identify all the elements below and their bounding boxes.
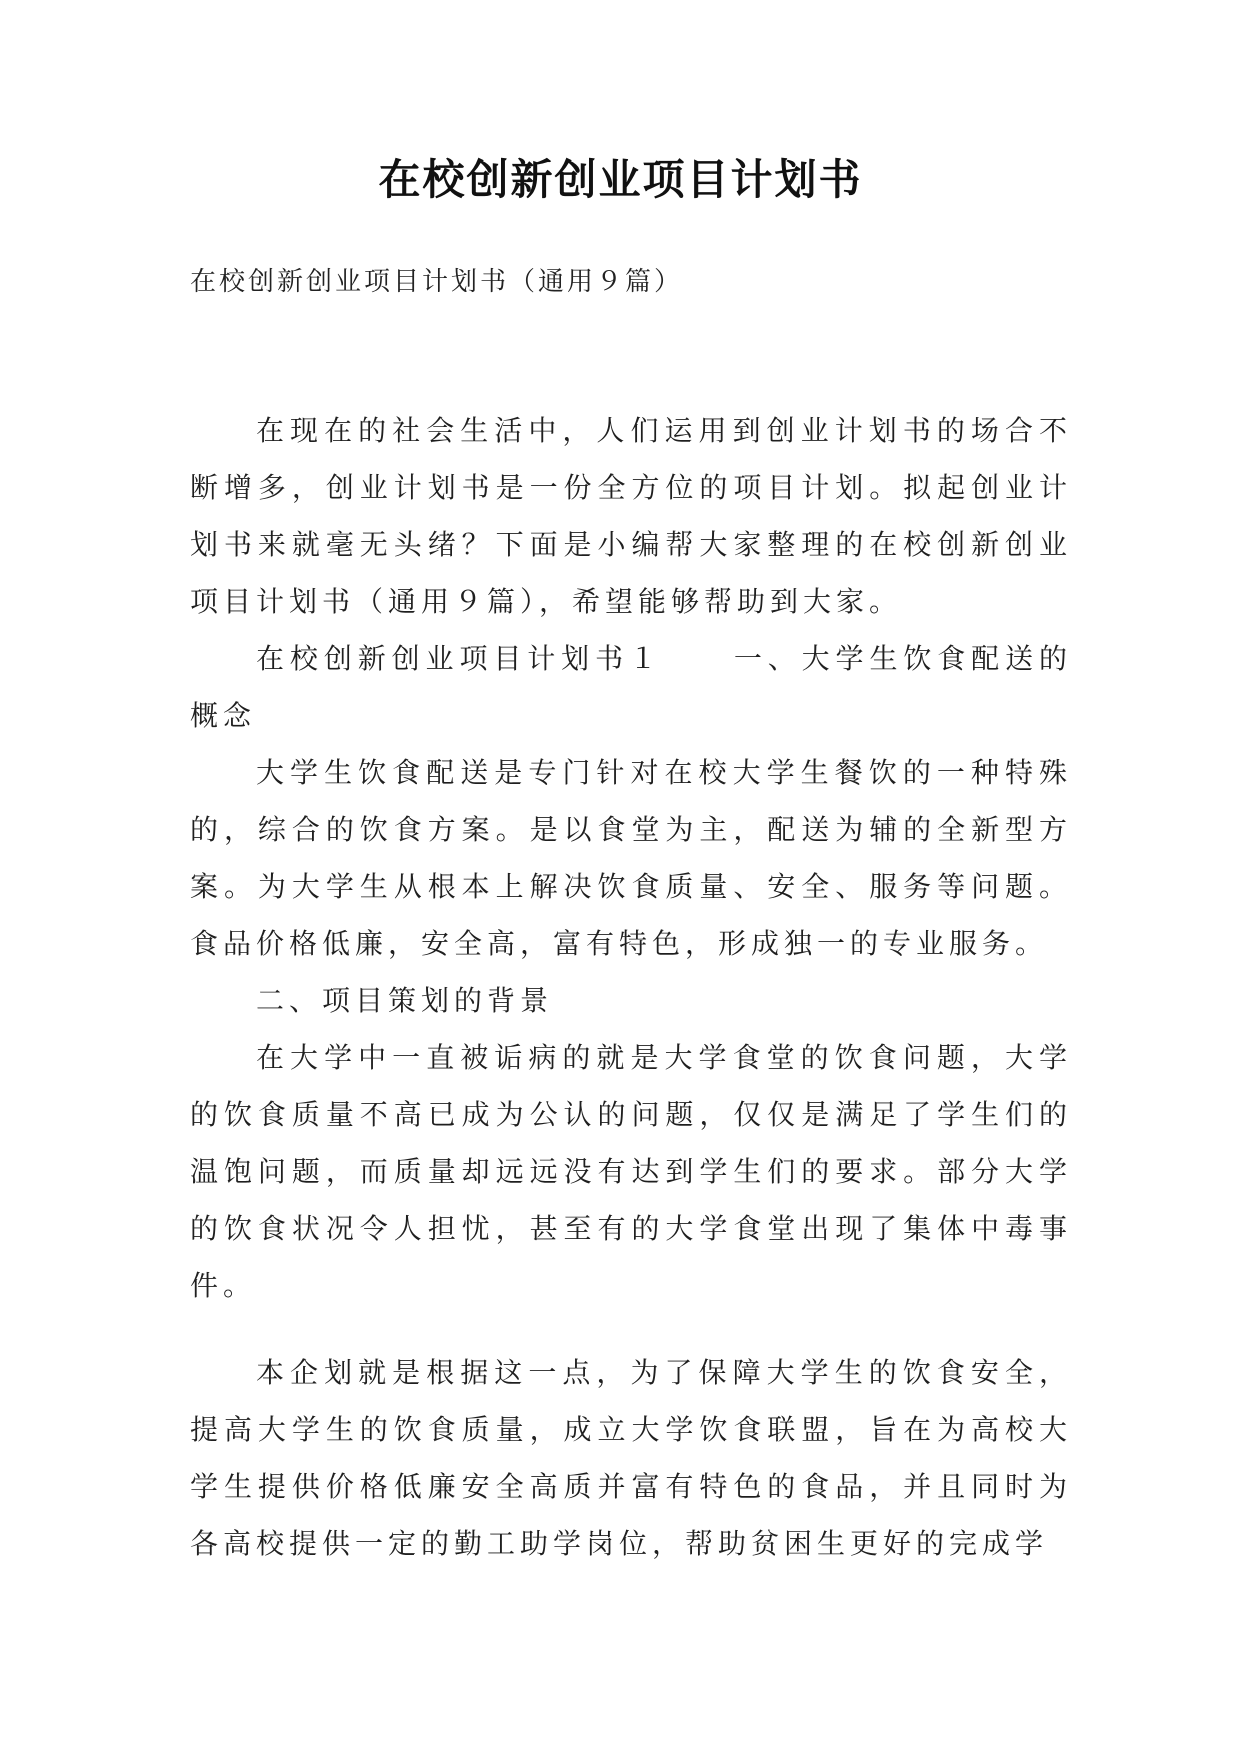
section-title: 在校创新创业项目计划书１ xyxy=(256,642,663,675)
document-title: 在校创新创业项目计划书 xyxy=(378,155,863,204)
paragraph-background-heading: 二、项目策划的背景 xyxy=(256,984,554,1017)
paragraph-concept: 大学生饮食配送是专门针对在校大学生餐饮的一种特殊的，综合的饮食方案。是以食堂为主，配送为辅的全新型方案。为大学生从根本上解决饮食质量、安全、服务等问题。食品价格低廉，安全高，富有特色，形成独一的专业服务。 xyxy=(190,756,1072,960)
paragraph-background: 在大学中一直被诟病的就是大学食堂的饮食问题，大学的饮食质量不高已成为公认的问题，仅仅是满足了学生们的温饱问题，而质量却远远没有达到学生们的要求。部分大学的饮食状况令人担忧，甚至有的大学食堂出现了集体中毒事件。 xyxy=(190,1041,1072,1302)
section-subheading: 一、大学生饮食配送的概念 xyxy=(190,642,1072,732)
paragraph-intro: 在现在的社会生活中，人们运用到创业计划书的场合不断增多，创业计划书是一份全方位的项目计划。拟起创业计划书来就毫无头绪？下面是小编帮大家整理的在校创新创业项目计划书（通用９篇），希望能够帮助到大家。 xyxy=(190,414,1072,618)
paragraph-section-heading xyxy=(190,630,1072,744)
document-subtitle: 在校创新创业项目计划书（通用９篇） xyxy=(190,267,684,297)
paragraph-plan: 本企划就是根据这一点，为了保障大学生的饮食安全，提高大学生的饮食质量，成立大学饮食联盟，旨在为高校大学生提供价格低廉安全高质并富有特色的食品，并且同时为各高校提供一定的勤工助学岗位，帮助贫困生更好的完成学 xyxy=(190,1356,1072,1560)
document-body xyxy=(190,402,1072,1572)
